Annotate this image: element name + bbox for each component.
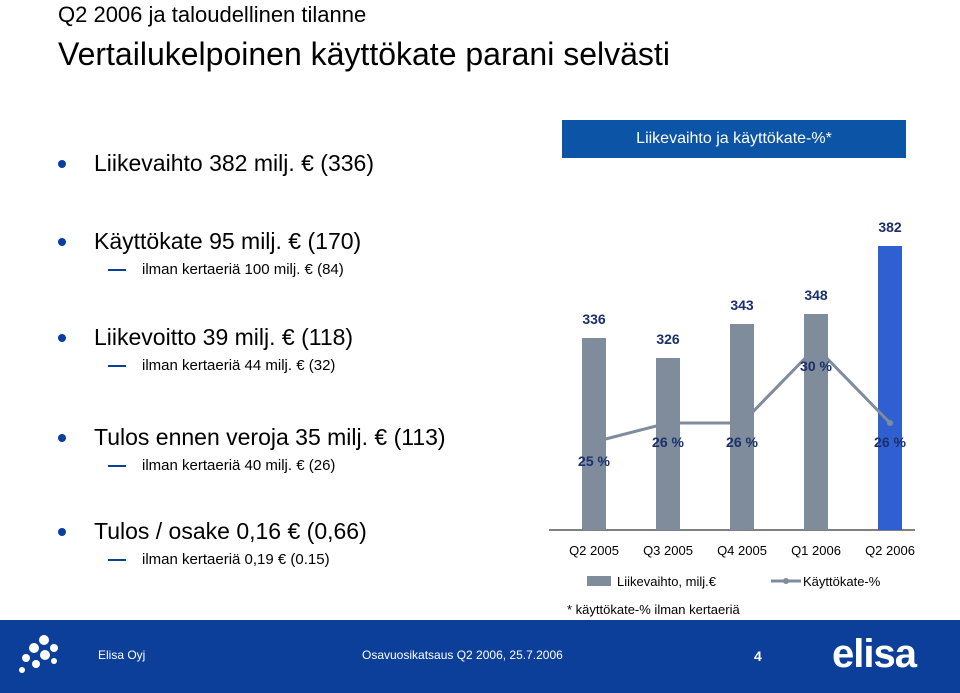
sub-bullet-dash xyxy=(108,365,126,367)
bar-value-label: 348 xyxy=(804,287,828,303)
chart-footnote: * käyttökate-% ilman kertaeriä xyxy=(567,602,740,617)
slide-subtitle: Q2 2006 ja taloudellinen tilanne xyxy=(58,2,367,27)
sub-bullet-dash xyxy=(108,269,126,271)
bullet-text: Tulos ennen veroja 35 milj. € (113) xyxy=(94,424,446,450)
ebitda-point xyxy=(887,420,893,426)
elisa-brand-logo: elisa xyxy=(832,632,916,676)
bullet-item xyxy=(58,228,538,278)
ebitda-value-label: 25 % xyxy=(578,453,610,469)
ebitda-point xyxy=(813,344,819,350)
bullet-item xyxy=(58,324,538,374)
x-tick-label: Q2 2005 xyxy=(569,543,619,558)
bar-value-label: 343 xyxy=(730,297,754,313)
ebitda-point xyxy=(591,439,597,445)
footer-company: Elisa Oyj xyxy=(98,648,146,662)
bullet-dot xyxy=(58,334,66,342)
ebitda-value-label: 26 % xyxy=(652,434,684,450)
legend-line-marker xyxy=(783,578,789,584)
slide-title: Vertailukelpoinen käyttökate parani selvästi xyxy=(58,36,670,72)
x-tick-label: Q4 2005 xyxy=(717,543,767,558)
bullet-text: Liikevoitto 39 milj. € (118) xyxy=(94,324,354,350)
footer-report: Osavuosikatsaus Q2 2006, 25.7.2006 xyxy=(362,648,563,662)
ebitda-point xyxy=(739,420,745,426)
bullet-text: Liikevaihto 382 milj. € (336) xyxy=(94,150,374,176)
bullet-item xyxy=(58,424,538,474)
page-number: 4 xyxy=(754,648,762,664)
bullet-subtext: ilman kertaeriä 40 milj. € (26) xyxy=(142,457,336,474)
bullet-item xyxy=(58,518,538,568)
sub-bullet-dash xyxy=(108,559,126,561)
bullet-subtext: ilman kertaeriä 44 milj. € (32) xyxy=(142,357,336,374)
bullet-dot xyxy=(58,528,66,536)
legend-line-label: Käyttökate-% xyxy=(803,574,881,589)
bar-value-label: 382 xyxy=(878,219,902,235)
ebitda-value-label: 30 % xyxy=(800,358,832,374)
bullet-dot xyxy=(58,160,66,168)
ebitda-point xyxy=(665,420,671,426)
bar-q2-2005 xyxy=(582,338,606,530)
bar-q4-2005 xyxy=(730,324,754,530)
bullet-dot xyxy=(58,434,66,442)
bullet-text: Tulos / osake 0,16 € (0,66) xyxy=(94,518,367,544)
footer-bar xyxy=(0,620,960,693)
bullet-subtext: ilman kertaeriä 0,19 € (0.15) xyxy=(142,551,330,568)
bar-value-label: 336 xyxy=(582,311,606,327)
ebitda-value-label: 26 % xyxy=(726,434,758,450)
x-tick-label: Q1 2006 xyxy=(791,543,841,558)
legend-bar-swatch xyxy=(587,576,611,586)
bar-value-label: 326 xyxy=(656,331,680,347)
sub-bullet-dash xyxy=(108,465,126,467)
ebitda-value-label: 26 % xyxy=(874,434,906,450)
bullet-text: Käyttökate 95 milj. € (170) xyxy=(94,228,362,254)
bullet-subtext: ilman kertaeriä 100 milj. € (84) xyxy=(142,261,344,278)
bullet-list xyxy=(58,0,548,610)
bullet-item xyxy=(58,150,538,177)
x-tick-label: Q3 2005 xyxy=(643,543,693,558)
elisa-dots-logo-icon xyxy=(14,630,64,685)
revenue-ebitda-chart xyxy=(545,160,945,620)
bullet-dot xyxy=(58,238,66,246)
legend-bar-label: Liikevaihto, milj.€ xyxy=(617,574,716,589)
chart-title: Liikevaihto ja käyttökate-%* xyxy=(562,120,906,158)
bar-q2-2006 xyxy=(878,246,902,530)
x-tick-label: Q2 2006 xyxy=(865,543,915,558)
